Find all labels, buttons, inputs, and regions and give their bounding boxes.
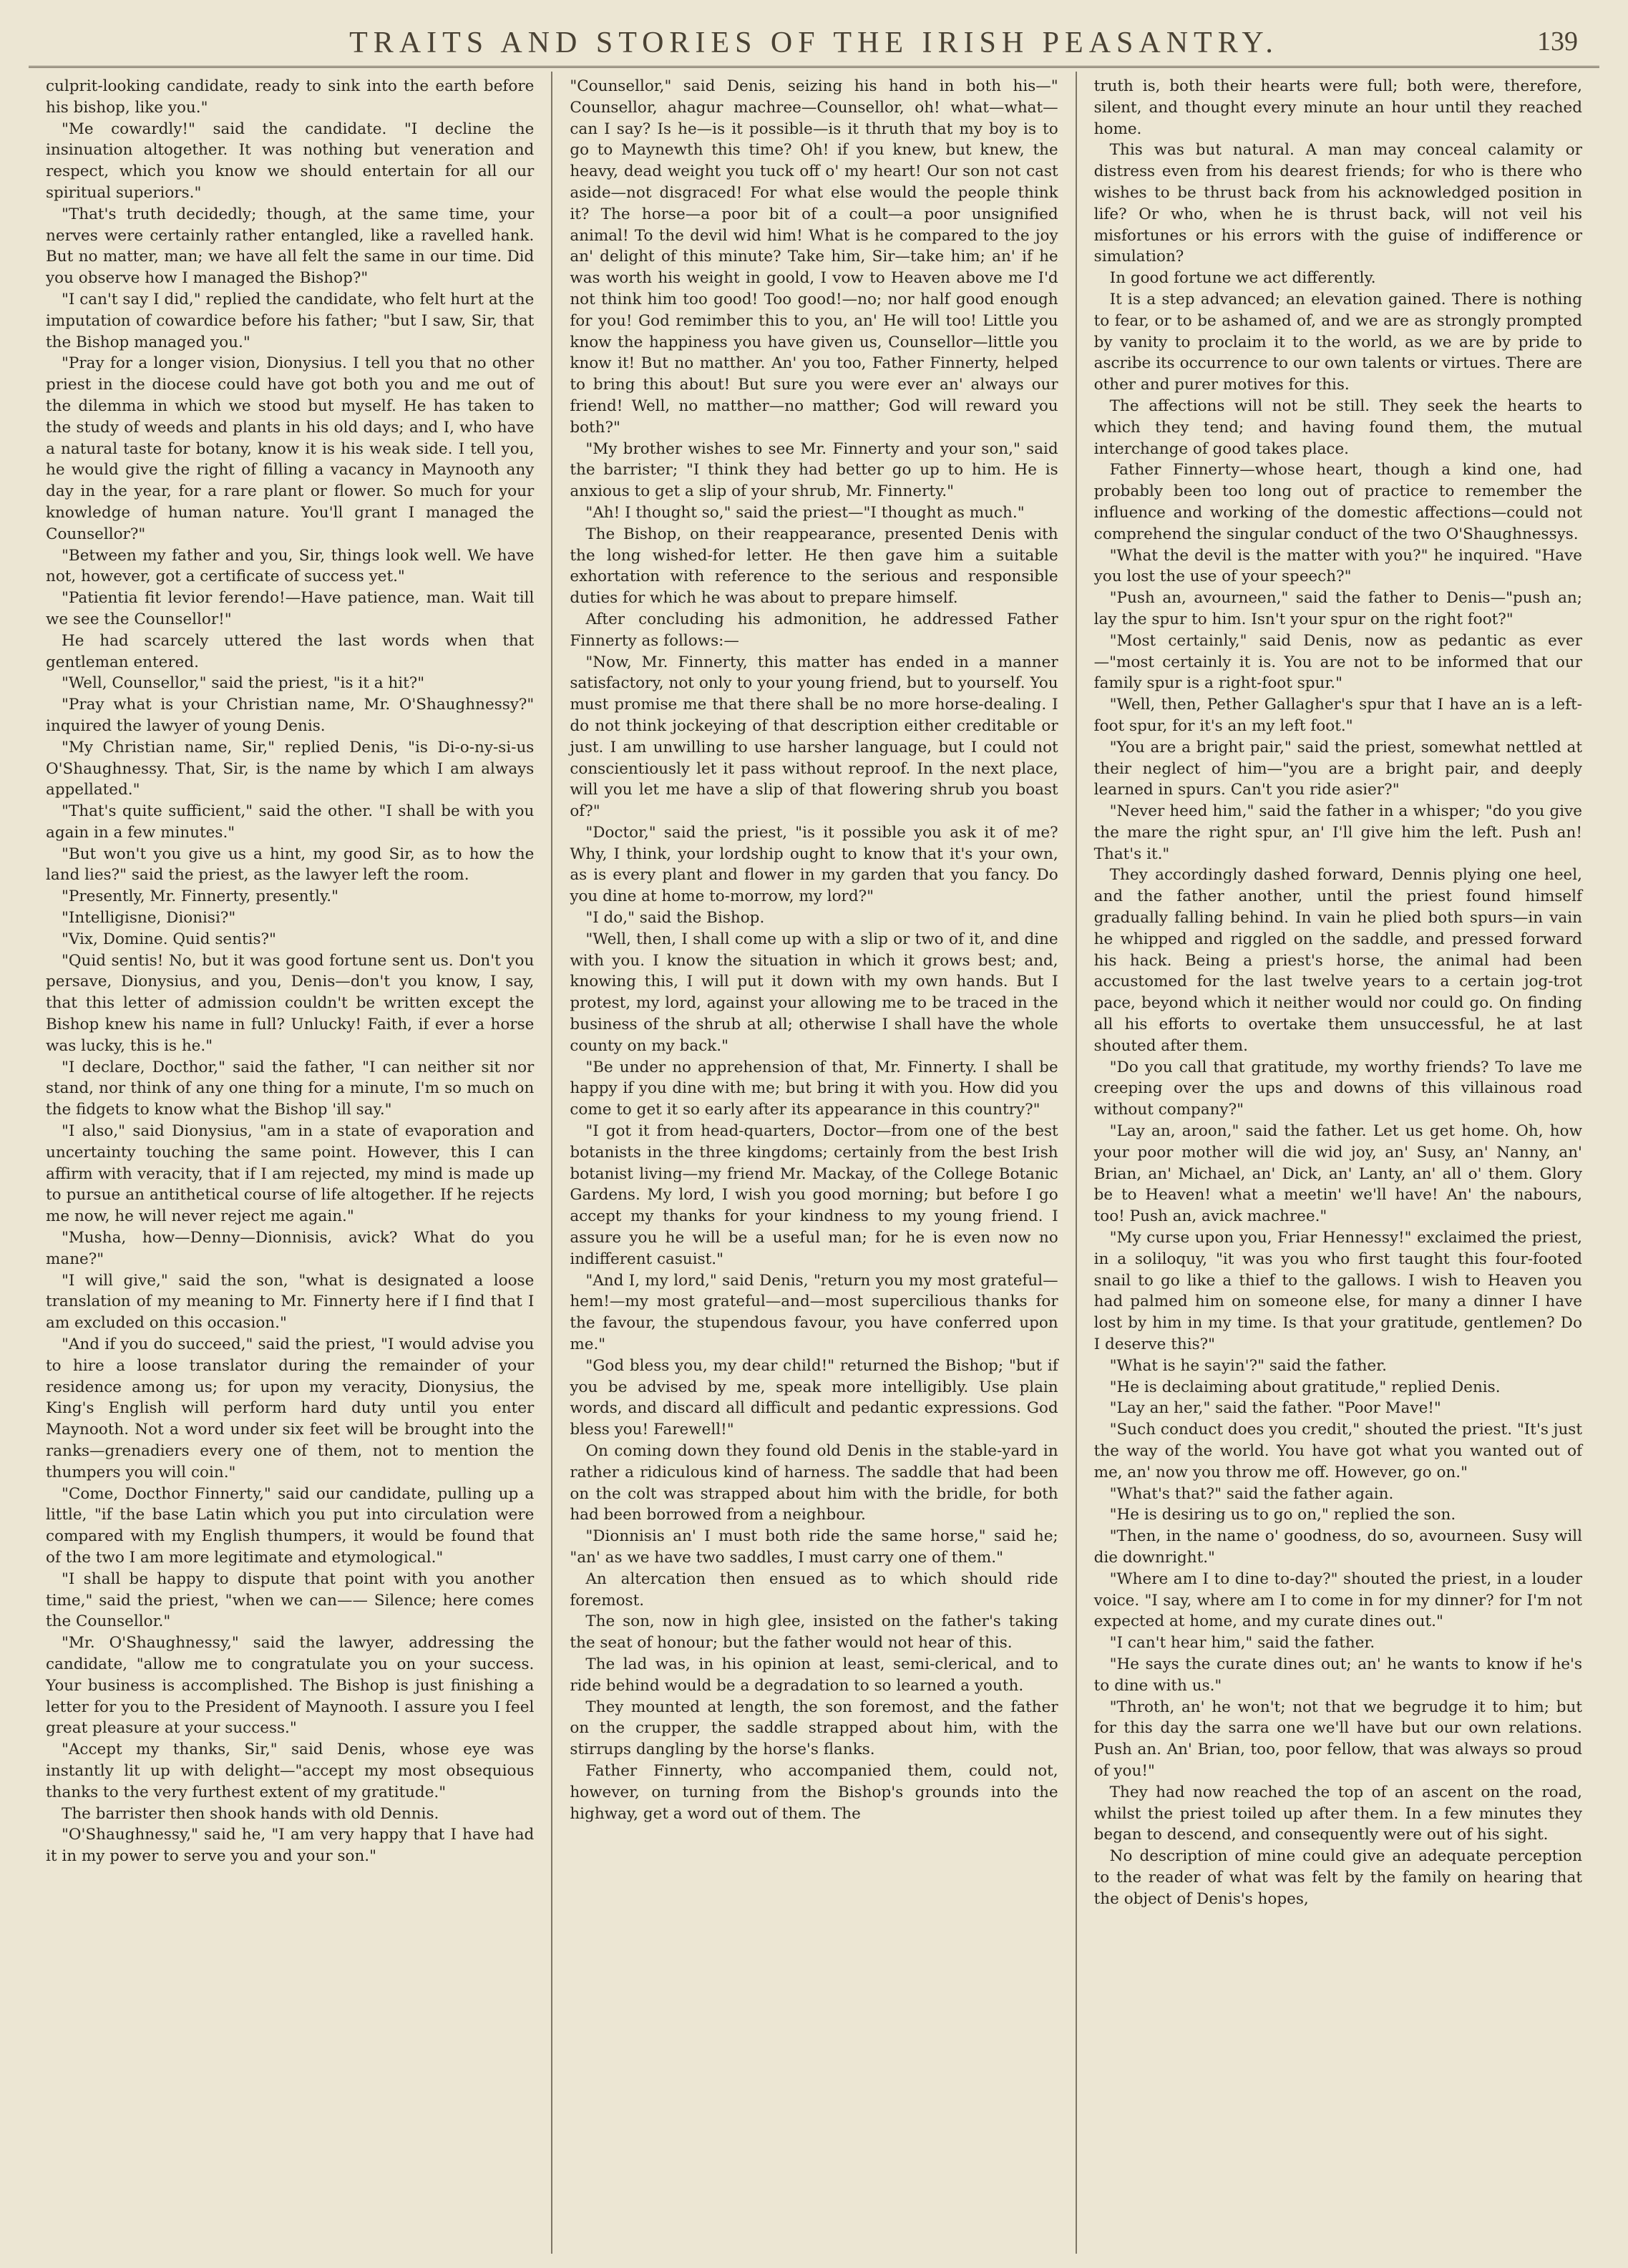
page-header <box>29 16 1599 68</box>
paragraph: "I will give," said the son, "what is designated a loose translation of my meaning to Mr. Finnerty here if I find that I am excluded on this occasion." <box>46 1271 535 1333</box>
paragraph: "Be under no apprehension of that, Mr. Finnerty. I shall be happy if you dine with me; but bring it with you. How did you come to get it so early after its appearance in this country?" <box>570 1058 1058 1119</box>
paragraph: "Vix, Domine. Quid sentis?" <box>62 930 276 948</box>
paragraph: "Accept my thanks, Sir," said Denis, whose eye was instantly lit up with delight—"accept my most obsequious thanks to the very furthest extent of my gratitude." <box>46 1741 535 1801</box>
paragraph: "Between my father and you, Sir, things look well. We have not, however, got a certificate of success yet." <box>46 546 535 586</box>
paragraph: It is a step advanced; an elevation gained. There is nothing to fear, or to be ashamed of, and we are as strongly prompted by vanity to proclaim it to the world, as we are by pride to ascribe its occurrence to our own talents or virtues. There are other and purer motives for this. <box>1093 290 1582 394</box>
paragraph: No description of mine could give an adequate perception to the reader of what was felt by the family on hearing that the object of Denis's hopes, <box>1093 1847 1582 1908</box>
paragraph: "Now, Mr. Finnerty, this matter has ended in a manner satisfactory, not only to your young friend, but to yourself. You must promise me that there shall be no more horse-dealing. I do not think jockeying of that description either creditable or just. I am unwilling to use harsher language, but I could not conscientiously let it pass without reproof. In the next place, will you let me have a slip of that flowering shrub you boast of?" <box>570 653 1058 821</box>
paragraph: "That's quite sufficient," said the other. "I shall be with you again in a few minutes." <box>46 802 535 842</box>
column-left <box>29 72 551 2254</box>
paragraph: This was but natural. A man may conceal calamity or distress even from his dearest friends; for who is there who wishes to be thrust back from his acknowledged position in life? Or who, when he is thrust back, will not veil his misfortunes or his errors with the guise of indifference or simulation? <box>1093 141 1582 266</box>
paragraph: "Doctor," said the priest, "is it possible you ask it of me? Why, I think, your lordship ought to know that it's your own, as is every plant and flower in my garden that you fancy. Do you dine at home to-morrow, my lord?" <box>570 823 1058 906</box>
paragraph: "O'Shaughnessy," said he, "I am very happy that I have had it in my power to serve you and your son." <box>46 1826 535 1866</box>
paragraph: The barrister then shook hands with old Dennis. <box>62 1804 439 1823</box>
paragraph: "My brother wishes to see Mr. Finnerty and your son," said the barrister; "I think they had better go up to him. He is anxious to get a slip of your shrub, Mr. Finnerty." <box>570 439 1058 501</box>
paragraph: The son, now in high glee, insisted on the father's taking the seat of honour; but the father would not hear of this. <box>570 1612 1058 1653</box>
paragraph: "He is desiring us to go on," replied the son. <box>1109 1506 1456 1524</box>
paragraph: He had scarcely uttered the last words when that gentleman entered. <box>46 631 535 671</box>
paragraph: "Counsellor," said Denis, seizing his hand in both his—" Counsellor, ahagur machree—Counsellor, oh! what—what—can I say? Is he—is it possible—is it thruth that my boy is to go to Maynewth this time? Oh! if you knew, but knew, the heavy, dead weight you tuck off o' my heart! Our son not cast aside—not disgraced! For what else would the people think it? The horse—a poor bit of a coult—a poor unsignified animal! To the devil wid him! What is he compared to the joy an' delight of this minute? Take him, Sir—take him; an' if he was worth his weight in goold, I vow to Heaven above me I'd not think him too good! Too good!—no; nor half good enough for you! God remimber this to you, an' He will too! Little you know the happiness you have given us, Counsellor—little you know it! But no matther. An' you too, Father Finnerty, helped to bring this about! But sure you were ever an' always our friend! Well, no matther—no matther; God will reward you both?" <box>570 77 1058 437</box>
paragraph: "Lay an, aroon," said the father. Let us get home. Oh, how your poor mother will die wid joy, an' Susy, an' Nanny, an' Brian, an' Michael, an' Dick, an' Lanty, an' all o' them. Glory be to Heaven! what a meetin' we'll have! An' the nabours, too! Push an, avick machree." <box>1093 1122 1582 1226</box>
paragraph: In good fortune we act differently. <box>1109 269 1376 288</box>
page-number: 139 <box>1537 26 1578 57</box>
paragraph: "Never heed him," said the father in a whisper; "do you give the mare the right spur, an' I'll give him the left. Push an! That's it." <box>1093 802 1582 863</box>
paragraph: "Pray what is your Christian name, Mr. O'Shaughnessy?" inquired the lawyer of young Denis. <box>46 696 535 735</box>
paragraph: Father Finnerty, who accompanied them, could not, however, on turning from the Bishop's grounds into the highway, get a word out of them. The <box>570 1761 1058 1823</box>
column-middle <box>551 72 1075 2254</box>
column-right <box>1076 72 1599 2254</box>
paragraph: "And I, my lord," said Denis, "return you my most grateful—hem!—my most grateful—and—most supercilious thanks for the favour, the stupendous favour, you have conferred upon me." <box>570 1271 1058 1354</box>
paragraph: "I do," said the Bishop. <box>585 909 765 928</box>
paragraph: "That's truth decidedly; though, at the same time, your nerves were certainly rather entangled, like a ravelled hank. But no matter, man; we have all felt the same in our time. Did you observe how I managed the Bishop?" <box>46 205 535 288</box>
paragraph: culprit-looking candidate, ready to sink into the earth before his bishop, like you." <box>46 77 535 117</box>
paragraph: "Quid sentis! No, but it was good fortune sent us. Don't you persave, Dionysius, and you, Denis—don't you know, I say, that this letter of admission couldn't be written except the Bishop knew his name in full? Unlucky! Faith, if ever a horse was lucky, this is he." <box>46 951 535 1055</box>
paragraph: "Intelligisne, Dionisi?" <box>62 909 236 928</box>
paragraph: "What's that?" said the father again. <box>1109 1484 1394 1503</box>
paragraph: "Throth, an' he won't; not that we begrudge it to him; but for this day the sarra one we'll have but our own relations. Push an. An' Brian, too, poor fellow, that was always so proud of you!" <box>1093 1698 1582 1780</box>
paragraph: "Where am I to dine to-day?" shouted the priest, in a louder voice. "I say, where am I to come in for my dinner? for I'm not expected at home, and my curate dines out." <box>1093 1569 1582 1631</box>
paragraph: The affections will not be still. They seek the hearts to which they tend; and having found them, the mutual interchange of good takes place. <box>1093 396 1582 458</box>
paragraph: They had now reached the top of an ascent on the road, whilst the priest toiled up after them. In a few minutes they began to descend, and consequently were out of his sight. <box>1093 1783 1582 1844</box>
paragraph: "He is declaiming about gratitude," replied Denis. <box>1109 1378 1501 1396</box>
paragraph: "Musha, how—Denny—Dionnisis, avick? What do you mane?" <box>46 1229 535 1268</box>
paragraph: "Ah! I thought so," said the priest—"I thought as much." <box>585 503 1025 522</box>
paragraph: "What the devil is the matter with you?" he inquired. "Have you lost the use of your speech?" <box>1093 546 1582 586</box>
paragraph: "Pray for a longer vision, Dionysius. I tell you that no other priest in the diocese could have got both you and me out of the dilemma in which we stood but myself. He has taken to the study of weeds and plants in his old days; and I, who have a natural taste for botany, know it is his weak side. I tell you, he would give the right of filling a vacancy in Maynooth any day in the year, for a rare plant or flower. So much for your knowledge of human nature. You'll grant I managed the Counsellor?" <box>46 354 535 543</box>
paragraph: "Mr. O'Shaughnessy," said the lawyer, addressing the candidate, "allow me to congratulate you on your success. Your business is accomplished. The Bishop is just finishing a letter for you to the President of Maynooth. I assure you I feel great pleasure at your success." <box>46 1634 535 1738</box>
paragraph: "Well, Counsellor," said the priest, "is it a hit?" <box>62 674 425 693</box>
paragraph: "Do you call that gratitude, my worthy friends? To lave me creeping over the ups and downs of this villainous road without company?" <box>1093 1058 1582 1119</box>
paragraph: "I declare, Docthor," said the father, "I can neither sit nor stand, nor think of any one thing for a minute, I'm so much on the fidgets to know what the Bishop 'ill say." <box>46 1058 535 1119</box>
paragraph: "Such conduct does you credit," shouted the priest. "It's just the way of the world. You have got what you wanted out of me, an' now you throw me off. However, go on." <box>1093 1421 1582 1481</box>
paragraph: The lad was, in his opinion at least, semi-clerical, and to ride behind would be a degradation to so learned a youth. <box>570 1655 1058 1695</box>
paragraph: They accordingly dashed forward, Dennis plying one heel, and the father another, until the priest found himself gradually falling behind. In vain he plied both spurs—in vain he whipped and riggled on the saddle, and pressed forward his hack. Being a priest's horse, the animal had been accustomed for the last twelve years to a certain jog-trot pace, beyond which it neither would nor could go. On finding all his efforts to overtake them unsuccessful, he at last shouted after them. <box>1093 866 1582 1055</box>
paragraph: "Well, then, Pether Gallagher's spur that I have an is a left-foot spur, for it's an my left foot." <box>1093 696 1582 735</box>
paragraph: After concluding his admonition, he addressed Father Finnerty as follows:— <box>570 610 1058 650</box>
paragraph: "Push an, avourneen," said the father to Denis—"push an; lay the spur to him. Isn't your spur on the right foot?" <box>1093 589 1582 628</box>
paragraph: "Dionnisis an' I must both ride the same horse," said he; "an' as we have two saddles, I must carry one of them." <box>570 1527 1058 1567</box>
paragraph: "Presently, Mr. Finnerty, presently." <box>62 887 339 906</box>
paragraph: "Patientia fit levior ferendo!—Have patience, man. Wait till we see the Counsellor!" <box>46 589 535 628</box>
paragraph: "He says the curate dines out; an' he wants to know if he's to dine with us." <box>1093 1655 1582 1695</box>
paragraph: "Come, Docthor Finnerty," said our candidate, pulling up a little, "if the base Latin which you put into circulation were compared with my English thumpers, it would be found that of the two I am more legitimate and etymological." <box>46 1484 535 1567</box>
paragraph: "Well, then, I shall come up with a slip or two of it, and dine with you. I know the situation in which it grows best; and, knowing this, I will put it down with my own hands. But I protest, my lord, against your allowing me to be traced in the business of the shrub at all; otherwise I shall have the whole county on my back." <box>570 930 1058 1055</box>
paragraph: "Lay an her," said the father. "Poor Mave!" <box>1109 1399 1441 1418</box>
paragraph: "I shall be happy to dispute that point with you another time," said the priest, "when we can—— Silence; here comes the Counsellor." <box>46 1569 535 1631</box>
paragraph: "I can't hear him," said the father. <box>1109 1634 1375 1653</box>
paragraph: "I can't say I did," replied the candidate, who felt hurt at the imputation of cowardice before his father; "but I saw, Sir, that the Bishop managed you." <box>46 290 535 351</box>
paragraph: The Bishop, on their reappearance, presented Denis with the long wished-for letter. He then gave him a suitable exhortation with reference to the serious and responsible duties for which he was about to prepare himself. <box>570 525 1058 608</box>
paragraph: They mounted at length, the son foremost, and the father on the crupper, the saddle strapped about him, with the stirrups dangling by the horse's flanks. <box>570 1698 1058 1759</box>
paragraph: "Most certainly," said Denis, now as pedantic as ever—"most certainly it is. You are not to be informed that our family spur is a right-foot spur." <box>1093 631 1582 693</box>
running-title: TRAITS AND STORIES OF THE IRISH PEASANTRY. <box>349 26 1279 59</box>
paragraph: "And if you do succeed," said the priest, "I would advise you to hire a loose translator during the remainder of your residence among us; for upon my veracity, Dionysius, the King's English will perform hard duty until you enter Maynooth. Not a word under six feet will be brought into the ranks—grenadiers every one of them, not to mention the thumpers you will coin." <box>46 1335 535 1481</box>
text-columns <box>29 72 1599 2254</box>
paragraph: On coming down they found old Denis in the stable-yard in rather a ridiculous kind of harness. The saddle that had been on the colt was strapped about him with the bridle, for both had been borrowed from a neighbour. <box>570 1442 1058 1524</box>
paragraph: "My Christian name, Sir," replied Denis, "is Di-o-ny-si-us O'Shaughnessy. That, Sir, is the name by which I am always appellated." <box>46 738 535 799</box>
paragraph: "You are a bright pair," said the priest, somewhat nettled at their neglect of him—"you are a bright pair, and deeply learned in spurs. Can't you ride asier?" <box>1093 738 1582 799</box>
paragraph: An altercation then ensued as to which should ride foremost. <box>570 1569 1058 1610</box>
paragraph: "I also," said Dionysius, "am in a state of evaporation and uncertainty touching the same point. However, this I can affirm with veracity, that if I am rejected, my mind is made up to pursue an antithetical course of life altogether. If he rejects me now, he will never reject me again." <box>46 1122 535 1226</box>
paragraph: "My curse upon you, Friar Hennessy!" exclaimed the priest, in a soliloquy, "it was you who first taught this four-footed snail to go like a thief to the gallows. I wish to Heaven you had palmed him on someone else, for many a dinner I have lost by him in my time. Is that your gratitude, gentlemen? Do I deserve this?" <box>1093 1229 1582 1354</box>
paragraph: "God bless you, my dear child!" returned the Bishop; "but if you be advised by me, speak more intelligibly. Use plain words, and discard all difficult and pedantic expressions. God bless you! Farewell!" <box>570 1356 1058 1439</box>
paragraph: "But won't you give us a hint, my good Sir, as to how the land lies?" said the priest, as the lawyer left the room. <box>46 845 535 885</box>
paragraph: truth is, both their hearts were full; both were, therefore, silent, and thought every minute an hour until they reached home. <box>1093 77 1582 138</box>
paragraph: Father Finnerty—whose heart, though a kind one, had probably been too long out of practice to remember the influence and working of the domestic affections—could not comprehend the singular conduct of the two O'Shaughnessys. <box>1093 461 1582 543</box>
paragraph: "Me cowardly!" said the candidate. "I decline the insinuation altogether. It was nothing but veneration and respect, which you know we should entertain for all our spiritual superiors." <box>46 120 535 202</box>
paragraph: "Then, in the name o' goodness, do so, avourneen. Susy will die downright." <box>1093 1527 1582 1567</box>
paragraph: "I got it from head-quarters, Doctor—from one of the best botanists in the three kingdoms; certainly from the best Irish botanist living—my friend Mr. Mackay, of the College Botanic Gardens. My lord, I wish you good morning; but before I go accept my thanks for your kindness to my young friend. I assure you he will be a useful man; for he is even now no indifferent casuist." <box>570 1122 1058 1268</box>
paragraph: "What is he sayin'?" said the father. <box>1109 1356 1387 1375</box>
